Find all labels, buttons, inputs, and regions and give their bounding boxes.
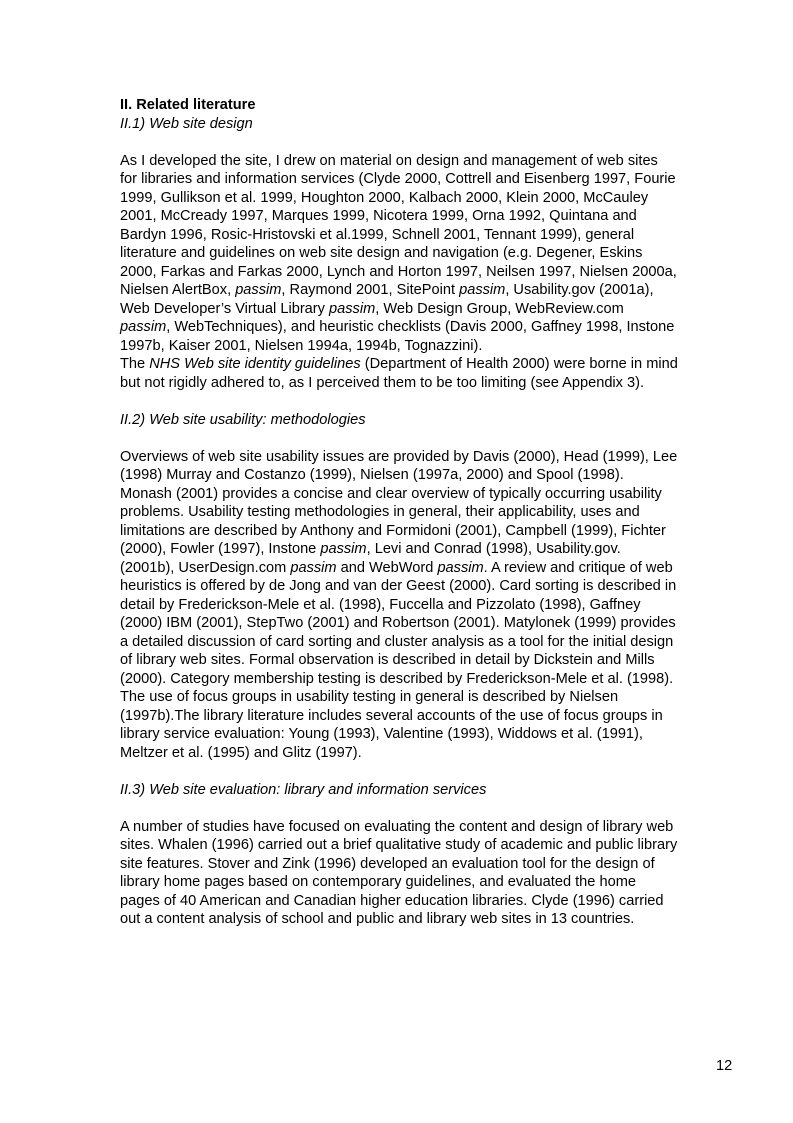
text-run: detail by Frederickson-Mele et al. (1998), Fuccella and Pizzolato (1998), Gaffney [120,596,641,613]
text-line [120,374,740,393]
paragraph [120,448,740,763]
text-run: limitations are described by Anthony and Formidoni (2001), Campbell (1999), Fichter [120,522,666,539]
text-run: The [120,356,150,372]
italic-text: passim [329,300,376,317]
page-number: 12 [716,1058,733,1074]
paragraph [120,152,740,393]
text-run: (2000) IBM (2001), StepTwo (2001) and Robertson (2001). Matylonek (1999) provides [120,615,676,631]
text-run: library home pages based on contemporary guidelines, and evaluated the home [120,874,636,890]
text-line [120,244,740,263]
text-run: A number of studies have focused on evaluating the content and design of library web [120,818,674,835]
text-run: Meltzer et al. (1995) and Glitz (1997). [120,744,362,761]
text-run: Monash (2001) provides a concise and clear overview of typically occurring usability [120,485,662,502]
text-run: As I developed the site, I drew on material on design and management of web sites [120,152,658,169]
text-line [120,355,740,374]
text-line [120,300,740,319]
text-run: of library web sites. Formal observation is described in detail by Dickstein and Mills [120,652,655,668]
text-run: (2001b), UserDesign.com [120,559,291,576]
text-run: literature and guidelines on web site design and navigation (e.g. Degener, Eskins [120,245,643,261]
text-line [120,670,740,689]
text-line [120,577,740,596]
text-run: a detailed discussion of card sorting and cluster analysis as a tool for the initial design [120,633,674,650]
text-run: 1999, Gullikson et al. 1999, Houghton 2000, Kalbach 2000, Klein 2000, McCauley [120,189,649,206]
text-line [120,651,740,670]
italic-text: passim [459,282,506,298]
text-run: (2000). Category membership testing is described by Frederickson-Mele et al. (1998). [120,670,674,687]
subsection-heading: II.3) Web site evaluation: library and information services [120,781,487,798]
text-line [120,281,740,300]
text-line [120,152,740,171]
text-line [120,836,740,855]
blank-line [120,799,740,818]
text-run: pages of 40 American and Canadian higher education libraries. Clyde (1996) carried [120,892,664,909]
text-line [120,318,740,337]
text-run: problems. Usability testing methodologies in general, their applicability, uses and [120,504,640,520]
text-run: library service evaluation: Young (1993), Valentine (1993), Widdows et al. (1991), [120,726,643,742]
text-run: but not rigidly adhered to, as I perceived them to be too limiting (see Appendix 3). [120,374,645,391]
text-run: 2001, McCready 1997, Marques 1999, Nicotera 1999, Orna 1992, Quintana and [120,208,637,224]
text-run: 1997b, Kaiser 2001, Nielsen 1994a, 1994b, Tognazzini). [120,337,483,354]
text-line [120,485,740,504]
text-run: , Web Design Group, WebReview.com [375,300,624,317]
text-line [120,207,740,226]
text-line [120,540,740,559]
blank-line [120,392,740,411]
italic-text: passim [290,559,337,576]
subsection-heading: II.1) Web site design [120,115,253,132]
italic-text: passim [320,541,367,557]
blank-line [120,133,740,152]
text-line [120,744,740,763]
document-body [120,96,740,929]
blank-line [120,429,740,448]
text-line [120,596,740,615]
text-run: , Levi and Conrad (1998), Usability.gov. [366,541,621,557]
text-line [120,559,740,578]
text-run: site features. Stover and Zink (1996) developed an evaluation tool for the design of [120,855,655,872]
text-line [120,707,740,726]
text-run: Nielsen AlertBox, [120,282,236,298]
text-run: sites. Whalen (1996) carried out a brief qualitative study of academic and public library [120,837,678,853]
section-heading: II. Related literature [120,97,256,113]
italic-text: NHS Web site identity guidelines [149,356,361,372]
text-line [120,226,740,245]
text-run: , Raymond 2001, SitePoint [281,282,460,298]
text-run: . A review and critique of web [483,559,673,576]
text-line [120,189,740,208]
text-line [120,633,740,652]
text-run: Bardyn 1996, Rosic-Hristovski et al.1999, Schnell 2001, Tennant 1999), general [120,226,635,243]
text-line [120,910,740,929]
italic-text: passim [120,319,167,335]
text-line [120,466,740,485]
text-run: (Department of Health 2000) were borne in mind [360,356,678,372]
text-line [120,873,740,892]
italic-text: passim [437,559,484,576]
text-line [120,522,740,541]
text-run: (1998) Murray and Costanzo (1999), Nielsen (1997a, 2000) and Spool (1998). [120,467,624,483]
text-run: and WebWord [336,559,438,576]
text-run: The use of focus groups in usability testing in general is described by Nielsen [120,689,619,705]
text-run: (2000), Fowler (1997), Instone [120,541,321,557]
italic-text: passim [235,282,282,298]
text-run: (1997b).The library literature includes several accounts of the use of focus groups in [120,707,663,724]
blank-line [120,762,740,781]
text-line [120,337,740,356]
text-line [120,855,740,874]
text-line [120,688,740,707]
text-line [120,170,740,189]
sections-container [120,115,740,929]
text-run: heuristics is offered by de Jong and van der Geest (2000). Card sorting is described in [120,578,677,594]
text-line [120,614,740,633]
text-run: , WebTechniques), and heuristic checklists (Davis 2000, Gaffney 1998, Instone [166,319,675,335]
text-line [120,448,740,467]
paragraph [120,818,740,929]
text-line [120,503,740,522]
text-line [120,818,740,837]
text-run: for libraries and information services (Clyde 2000, Cottrell and Eisenberg 1997, Fourie [120,171,676,187]
text-run: Web Developer’s Virtual Library [120,300,330,317]
text-line [120,892,740,911]
text-run: 2000, Farkas and Farkas 2000, Lynch and Horton 1997, Neilsen 1997, Nielsen 2000a, [120,263,677,280]
text-run: out a content analysis of school and public and library web sites in 13 countries. [120,911,635,927]
text-line [120,725,740,744]
text-run: Overviews of web site usability issues are provided by Davis (2000), Head (1999), Lee [120,448,678,465]
subsection-heading: II.2) Web site usability: methodologies [120,411,366,428]
text-run: , Usability.gov (2001a), [505,282,654,298]
text-line [120,263,740,282]
